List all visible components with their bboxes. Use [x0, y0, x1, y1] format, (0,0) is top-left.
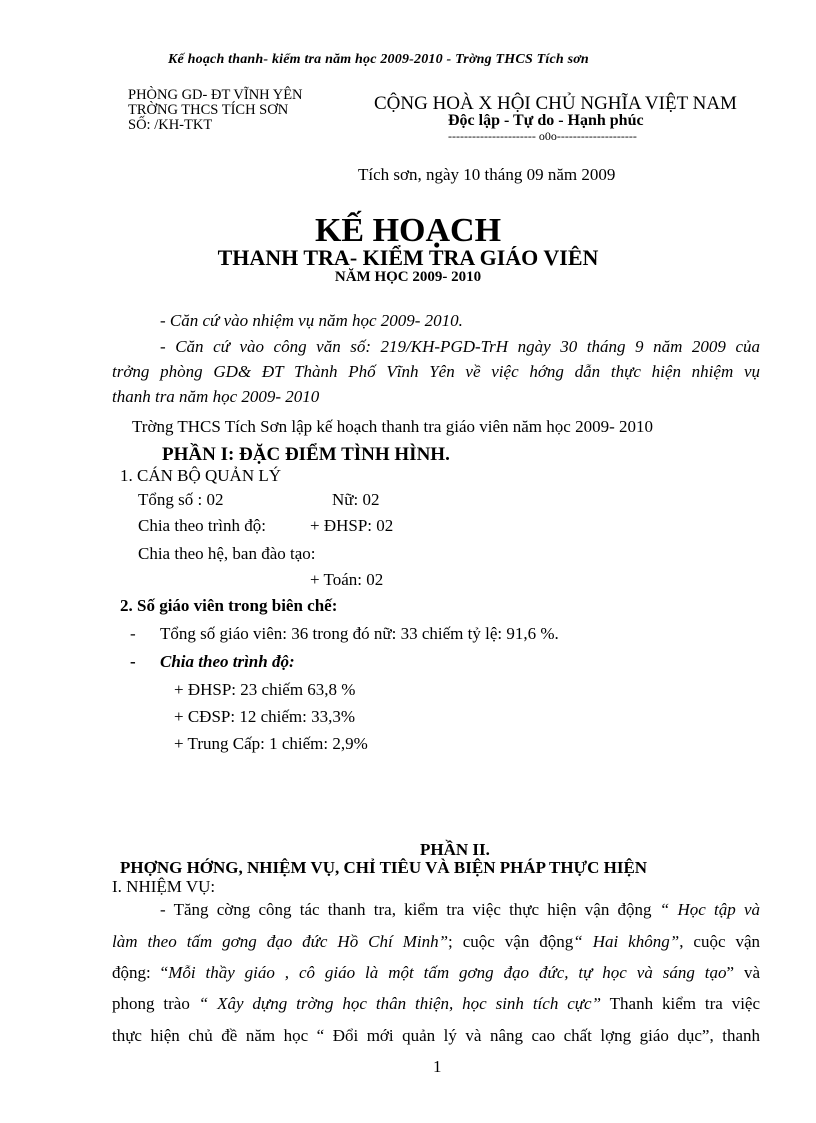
body-line: làm theo tấm gơng đạo đức Hồ Chí Minh”; cuộc vận động“ Hai không”, cuộc vận	[112, 932, 760, 951]
teachers-level-item: + Trung Cấp: 1 chiếm: 2,9%	[174, 734, 368, 753]
section1-heading: 1. CÁN BỘ QUẢN LÝ	[120, 466, 282, 485]
duties-heading: I. NHIỆM VỤ:	[112, 877, 216, 896]
date-line: Tích sơn, ngày 10 tháng 09 năm 2009	[358, 165, 616, 184]
part2-heading: PHẦN II.	[420, 840, 490, 859]
bullet-dash: -	[130, 624, 136, 643]
body-line: - Tăng cờng công tác thanh tra, kiểm tra việc thực hiện vận động “ Học tập và	[160, 900, 761, 919]
managers-level-value: + ĐHSP: 02	[310, 516, 394, 535]
teachers-level-label: Chia theo trình độ:	[160, 652, 295, 671]
managers-system-value: + Toán: 02	[310, 570, 384, 589]
preamble-line: - Căn cứ vào nhiệm vụ năm học 2009- 2010.	[160, 311, 463, 330]
body-line: động: “Mỗi thầy giáo , cô giáo là một tấm gơng đạo đức, tự học và sáng tạo” và	[112, 963, 760, 982]
body-line: phong trào “ Xây dựng trờng học thân thiện, học sinh tích cực” Thanh kiểm tra việc	[112, 994, 761, 1013]
teachers-level-item: + ĐHSP: 23 chiếm 63,8 %	[174, 680, 356, 699]
page-number: 1	[433, 1057, 442, 1076]
preamble-line: - Căn cứ vào công văn số: 219/KH-PGD-TrH ngày 30 tháng 9 năm 2009 của	[160, 337, 760, 356]
preamble-line: trởng phòng GD& ĐT Thành Phố Vĩnh Yên về việc hớng dẫn thực hiện nhiệm vụ	[112, 362, 760, 381]
doc-subtitle: THANH TRA- KIỂM TRA GIÁO VIÊN	[217, 245, 599, 270]
nation-title: CỘNG HOÀ X HỘI CHỦ NGHĨA VIỆT NAM	[374, 93, 737, 114]
doc-title: KẾ HOẠCH	[314, 212, 502, 249]
preamble-line: thanh tra năm học 2009- 2010	[112, 387, 320, 406]
teachers-level-item: + CĐSP: 12 chiếm: 33,3%	[174, 707, 356, 726]
org-school: TRỜNG THCS TÍCH SƠN	[128, 102, 289, 118]
managers-system-label: Chia theo hệ, ban đào tạo:	[138, 544, 316, 563]
motto-separator: ---------------------- o0o--------------------	[448, 129, 637, 143]
running-header: Kế hoạch thanh- kiểm tra năm học 2009-2010 - Trờng THCS Tích sơn	[168, 52, 589, 67]
part1-heading: PHẦN I: ĐẶC ĐIỂM TÌNH HÌNH.	[162, 444, 450, 465]
managers-total: Tổng số : 02	[138, 490, 224, 509]
section2-heading: 2. Số giáo viên trong biên chế:	[120, 596, 338, 615]
body-line: thực hiện chủ đề năm học “ Đổi mới quản lý và nâng cao chất lợng giáo dục”, thanh	[112, 1026, 760, 1045]
org-department: PHÒNG GD- ĐT VĨNH YÊN	[128, 87, 303, 103]
bullet-dash: -	[130, 652, 136, 671]
preamble-line: Trờng THCS Tích Sơn lập kế hoạch thanh tra giáo viên năm học 2009- 2010	[132, 417, 653, 436]
managers-level-label: Chia theo trình độ:	[138, 516, 266, 535]
doc-year: NĂM HỌC 2009- 2010	[334, 269, 482, 285]
teachers-total: Tổng số giáo viên: 36 trong đó nữ: 33 chiếm tỷ lệ: 91,6 %.	[160, 624, 559, 643]
part2-subheading: PHỢNG HỚNG, NHIỆM VỤ, CHỈ TIÊU VÀ BIỆN PHÁP THỰC HIỆN	[120, 858, 648, 877]
managers-female: Nữ: 02	[332, 490, 380, 509]
nation-motto: Độc lập - Tự do - Hạnh phúc	[448, 112, 644, 129]
doc-number: SỐ: /KH-TKT	[128, 117, 213, 133]
